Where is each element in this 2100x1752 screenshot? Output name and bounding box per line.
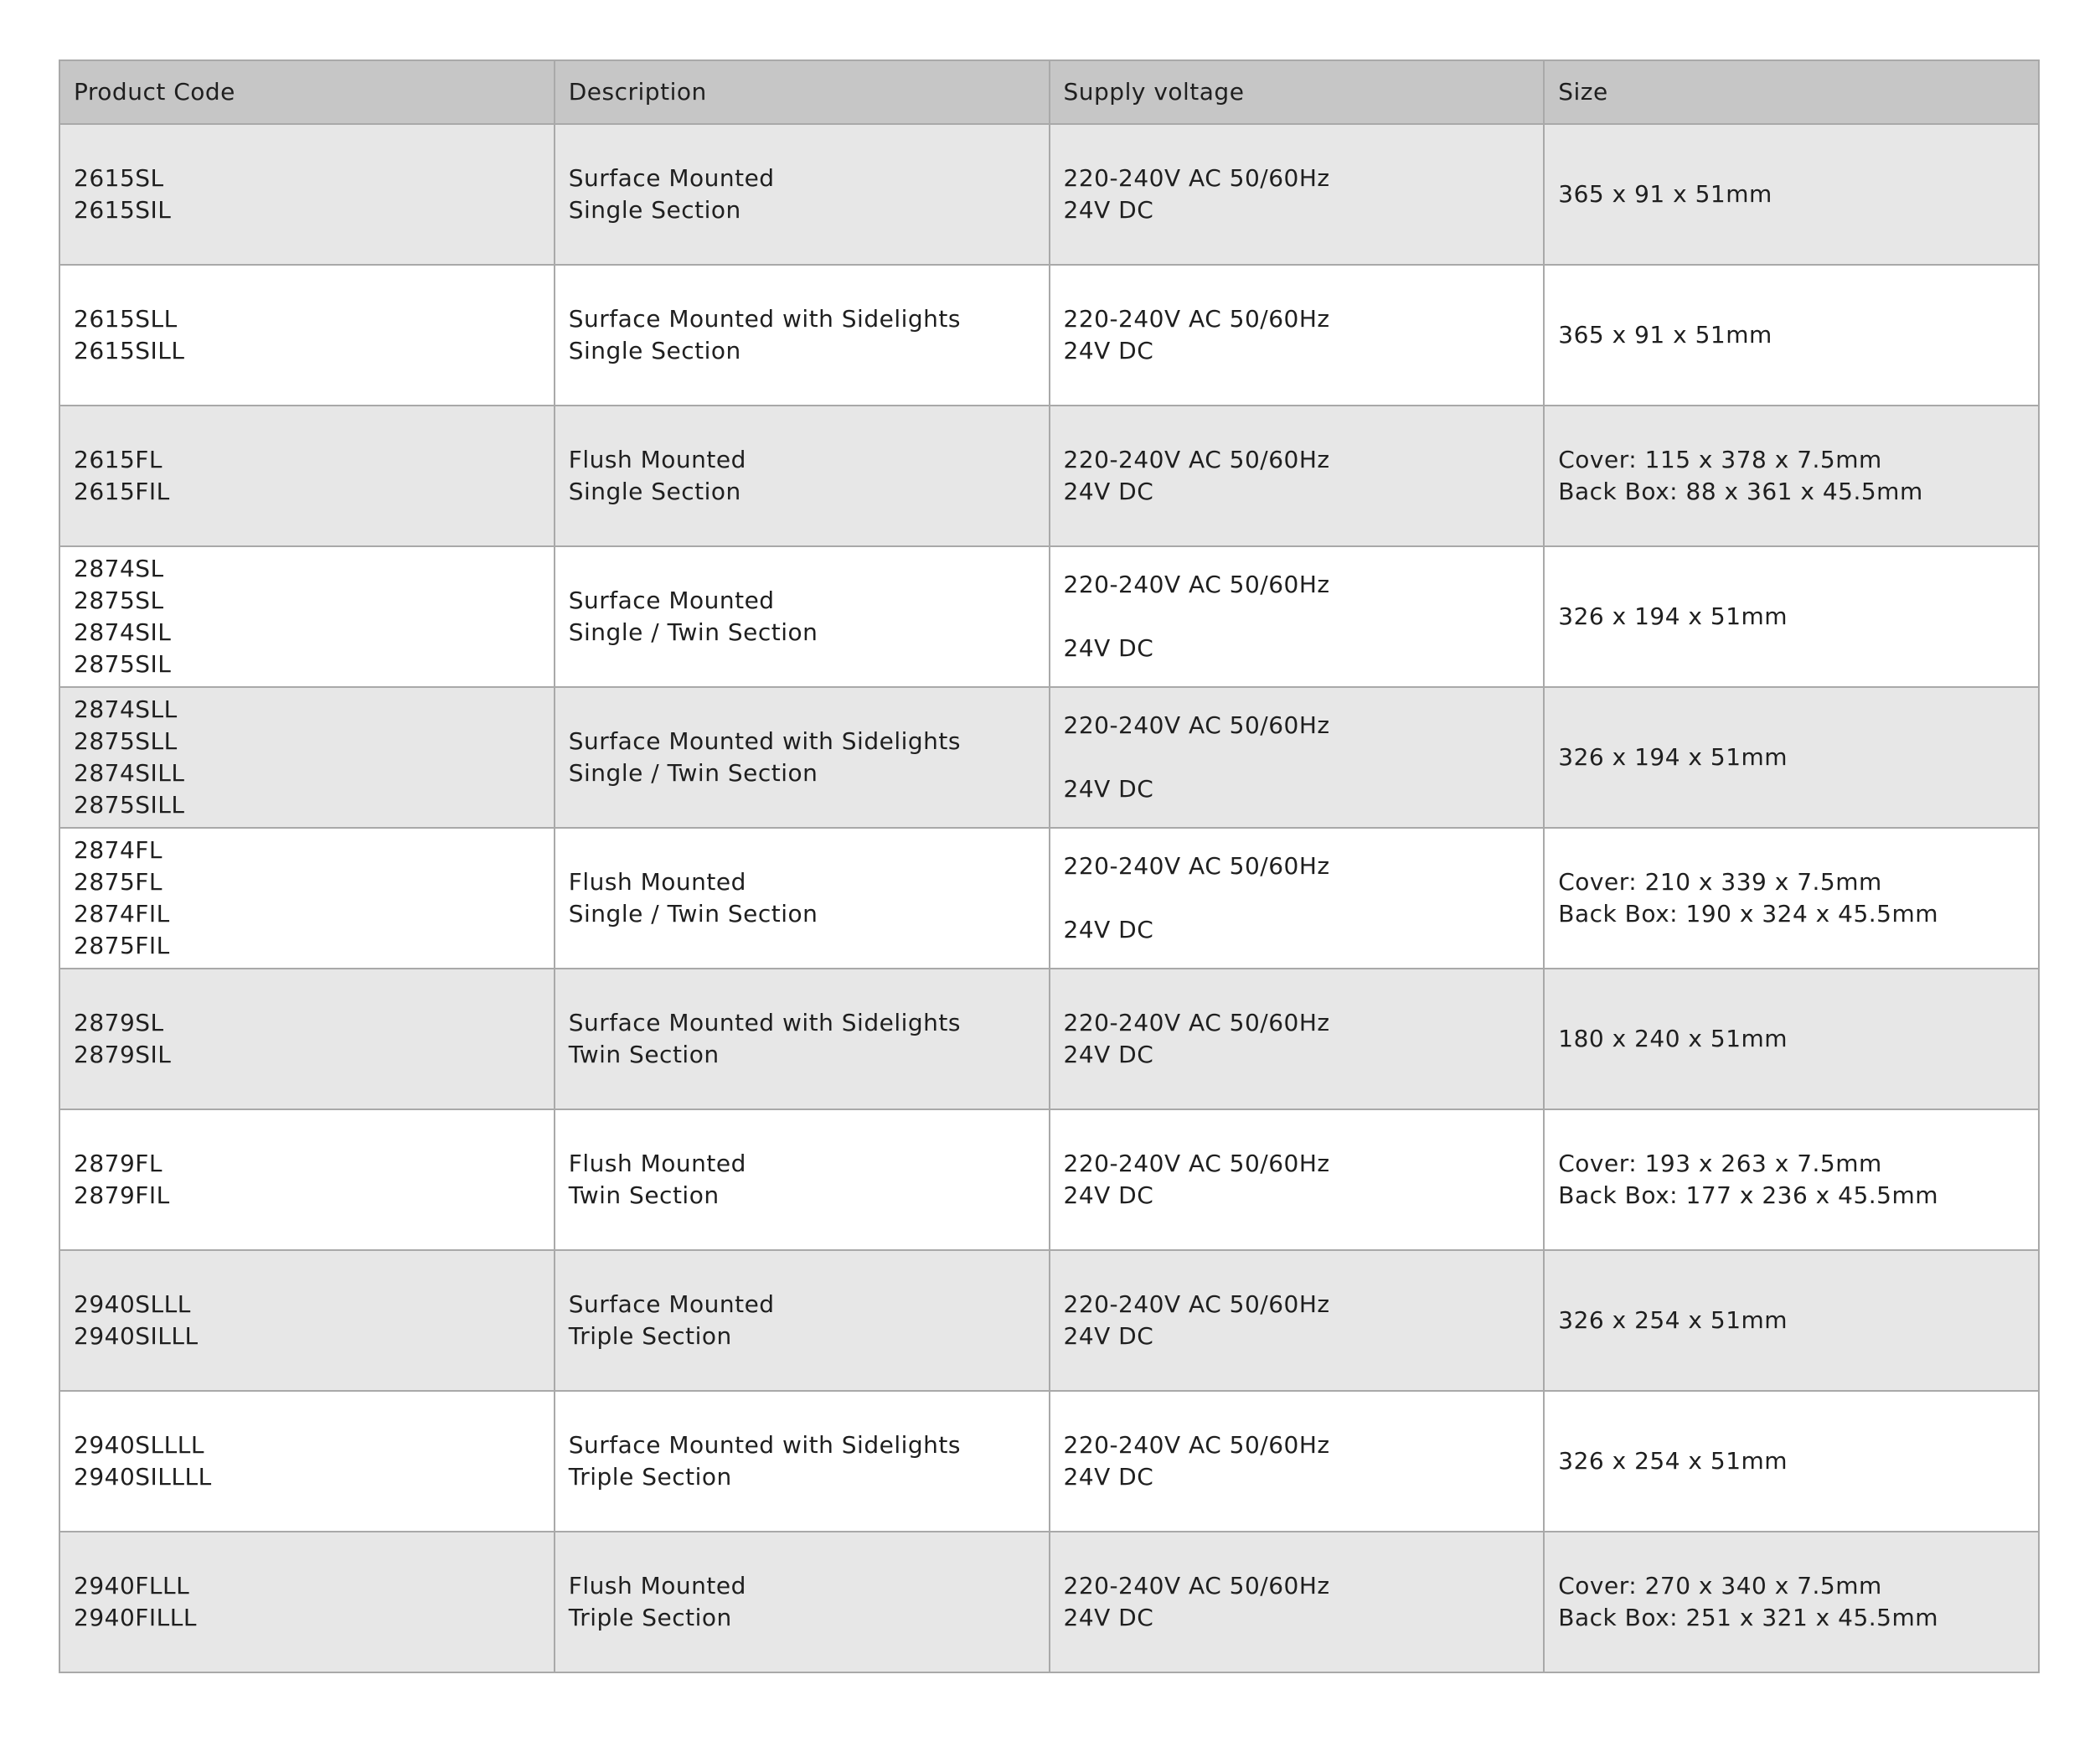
description-cell-line: Single Section	[568, 478, 741, 505]
product-code-cell-line: 2615SIL	[74, 196, 172, 224]
header-supply-voltage: Supply voltage	[1050, 60, 1545, 124]
supply-voltage-cell-line: 24V DC	[1063, 916, 1154, 943]
supply-voltage-cell-line: 24V DC	[1063, 337, 1154, 364]
size-cell-line: Back Box: 190 x 324 x 45.5mm	[1558, 900, 1939, 928]
size-cell-line: Back Box: 251 x 321 x 45.5mm	[1558, 1604, 1939, 1631]
supply-voltage-cell-line: 220-240V AC 50/60Hz	[1063, 1431, 1330, 1459]
product-code-cell-line: 2874FIL	[74, 900, 170, 928]
description-cell	[555, 1532, 1050, 1672]
supply-voltage-cell-line: 24V DC	[1063, 1181, 1154, 1209]
size-cell-line: Back Box: 177 x 236 x 45.5mm	[1558, 1181, 1939, 1209]
supply-voltage-cell	[1050, 1109, 1545, 1250]
table-row	[59, 828, 2039, 969]
description-cell	[555, 265, 1050, 406]
product-code-cell	[59, 1250, 555, 1391]
table-body	[59, 124, 2039, 1672]
header-size: Size	[1544, 60, 2039, 124]
description-cell-line: Triple Section	[568, 1463, 732, 1491]
description-cell-line: Single Section	[568, 196, 741, 224]
size-cell	[1544, 828, 2039, 969]
supply-voltage-cell-line: 220-240V AC 50/60Hz	[1063, 1290, 1330, 1318]
supply-voltage-cell	[1050, 687, 1545, 828]
description-cell-line: Single Section	[568, 337, 741, 364]
description-cell	[555, 1391, 1050, 1532]
description-cell	[555, 1109, 1050, 1250]
table-row	[59, 406, 2039, 546]
line-spacer	[1064, 601, 1530, 633]
supply-voltage-cell-line: 220-240V AC 50/60Hz	[1063, 852, 1330, 880]
supply-voltage-cell-line: 24V DC	[1063, 1463, 1154, 1491]
size-cell-line: Cover: 115 x 378 x 7.5mm	[1558, 446, 1882, 473]
supply-voltage-cell-line: 220-240V AC 50/60Hz	[1063, 711, 1330, 739]
product-code-cell	[59, 969, 555, 1109]
table-row	[59, 124, 2039, 265]
description-cell-line: Single / Twin Section	[568, 900, 818, 928]
product-code-cell-line: 2874SLL	[74, 695, 178, 723]
header-description: Description	[555, 60, 1050, 124]
product-code-cell-line: 2875SL	[74, 587, 164, 614]
size-cell-line: 365 x 91 x 51mm	[1558, 321, 1772, 349]
description-cell-line: Surface Mounted with Sidelights	[568, 305, 961, 333]
supply-voltage-cell-line: 24V DC	[1063, 775, 1154, 803]
description-cell-line: Surface Mounted	[568, 587, 775, 614]
size-cell	[1544, 546, 2039, 687]
product-code-cell	[59, 1109, 555, 1250]
description-cell-line: Triple Section	[568, 1322, 732, 1350]
product-code-cell-line: 2874FL	[74, 836, 163, 864]
product-code-cell	[59, 546, 555, 687]
product-code-cell-line: 2874SILL	[74, 759, 185, 787]
product-code-cell-line: 2940FILLL	[74, 1604, 197, 1631]
size-cell-line: Cover: 193 x 263 x 7.5mm	[1558, 1150, 1882, 1177]
description-cell	[555, 687, 1050, 828]
description-cell-line: Twin Section	[568, 1181, 720, 1209]
product-code-cell-line: 2940SLLL	[74, 1290, 191, 1318]
product-code-cell-line: 2615SILL	[74, 337, 185, 364]
supply-voltage-cell-line: 220-240V AC 50/60Hz	[1063, 1009, 1330, 1036]
product-code-cell-line: 2875SILL	[74, 791, 185, 819]
product-code-cell-line: 2940SILLLL	[74, 1463, 212, 1491]
header-product-code: Product Code	[59, 60, 555, 124]
supply-voltage-cell-line: 24V DC	[1063, 196, 1154, 224]
product-code-cell-line: 2615FIL	[74, 478, 170, 505]
description-cell-line: Surface Mounted with Sidelights	[568, 1009, 961, 1036]
product-code-cell-line: 2875FL	[74, 868, 163, 896]
supply-voltage-cell-line: 24V DC	[1063, 1322, 1154, 1350]
product-code-cell-line: 2875SLL	[74, 727, 178, 755]
table-row	[59, 1391, 2039, 1532]
header-row	[59, 60, 2039, 124]
size-cell-line: Cover: 210 x 339 x 7.5mm	[1558, 868, 1882, 896]
table-row	[59, 546, 2039, 687]
description-cell	[555, 124, 1050, 265]
product-code-cell	[59, 1532, 555, 1672]
product-code-cell-line: 2874SIL	[74, 618, 172, 646]
supply-voltage-cell-line: 24V DC	[1063, 1604, 1154, 1631]
supply-voltage-cell	[1050, 546, 1545, 687]
product-code-cell-line: 2875SIL	[74, 650, 172, 678]
product-code-cell-line: 2879SIL	[74, 1041, 172, 1068]
product-code-cell-line: 2879FL	[74, 1150, 163, 1177]
supply-voltage-cell	[1050, 969, 1545, 1109]
table-row	[59, 1250, 2039, 1391]
product-code-cell-line: 2879FIL	[74, 1181, 170, 1209]
size-cell-line: 326 x 194 x 51mm	[1558, 743, 1788, 771]
description-cell	[555, 406, 1050, 546]
supply-voltage-cell-line: 220-240V AC 50/60Hz	[1063, 446, 1330, 473]
size-cell	[1544, 265, 2039, 406]
supply-voltage-cell-line: 220-240V AC 50/60Hz	[1063, 1150, 1330, 1177]
description-cell-line: Triple Section	[568, 1604, 732, 1631]
description-cell	[555, 1250, 1050, 1391]
supply-voltage-cell	[1050, 1250, 1545, 1391]
description-cell	[555, 969, 1050, 1109]
description-cell-line: Flush Mounted	[568, 446, 746, 473]
size-cell-line: Cover: 270 x 340 x 7.5mm	[1558, 1572, 1882, 1600]
product-code-cell	[59, 124, 555, 265]
supply-voltage-cell-line: 220-240V AC 50/60Hz	[1063, 571, 1330, 598]
description-cell-line: Flush Mounted	[568, 1150, 746, 1177]
description-cell	[555, 828, 1050, 969]
supply-voltage-cell	[1050, 265, 1545, 406]
description-cell-line: Surface Mounted	[568, 1290, 775, 1318]
product-code-cell-line: 2879SL	[74, 1009, 164, 1036]
size-cell	[1544, 1109, 2039, 1250]
product-code-cell	[59, 1391, 555, 1532]
product-code-cell-line: 2874SL	[74, 555, 164, 582]
description-cell-line: Flush Mounted	[568, 868, 746, 896]
product-code-cell-line: 2940FLLL	[74, 1572, 190, 1600]
description-cell-line: Twin Section	[568, 1041, 720, 1068]
table-row	[59, 1532, 2039, 1672]
supply-voltage-cell	[1050, 406, 1545, 546]
supply-voltage-cell	[1050, 1391, 1545, 1532]
supply-voltage-cell	[1050, 828, 1545, 969]
table-row	[59, 1109, 2039, 1250]
supply-voltage-cell	[1050, 124, 1545, 265]
product-code-cell-line: 2940SILLL	[74, 1322, 199, 1350]
description-cell	[555, 546, 1050, 687]
size-cell-line: 365 x 91 x 51mm	[1558, 180, 1772, 208]
size-cell-line: 180 x 240 x 51mm	[1558, 1025, 1788, 1052]
size-cell	[1544, 124, 2039, 265]
product-code-cell-line: 2940SLLLL	[74, 1431, 204, 1459]
table-header	[59, 60, 2039, 124]
product-code-cell-line: 2875FIL	[74, 932, 170, 959]
supply-voltage-cell-line: 220-240V AC 50/60Hz	[1063, 1572, 1330, 1600]
product-code-cell-line: 2615SLL	[74, 305, 178, 333]
size-cell-line: 326 x 254 x 51mm	[1558, 1306, 1788, 1334]
product-code-cell	[59, 828, 555, 969]
description-cell-line: Surface Mounted with Sidelights	[568, 727, 961, 755]
product-code-cell-line: 2615FL	[74, 446, 163, 473]
size-cell	[1544, 1532, 2039, 1672]
supply-voltage-cell-line: 24V DC	[1063, 478, 1154, 505]
table-row	[59, 265, 2039, 406]
description-cell-line: Single / Twin Section	[568, 759, 818, 787]
description-cell-line: Single / Twin Section	[568, 618, 818, 646]
description-cell-line: Surface Mounted with Sidelights	[568, 1431, 961, 1459]
product-code-cell-line: 2615SL	[74, 164, 164, 192]
size-cell	[1544, 406, 2039, 546]
size-cell-line: Back Box: 88 x 361 x 45.5mm	[1558, 478, 1923, 505]
line-spacer	[1064, 882, 1530, 914]
size-cell-line: 326 x 194 x 51mm	[1558, 602, 1788, 630]
description-cell-line: Flush Mounted	[568, 1572, 746, 1600]
supply-voltage-cell	[1050, 1532, 1545, 1672]
size-cell	[1544, 1250, 2039, 1391]
supply-voltage-cell-line: 24V DC	[1063, 634, 1154, 662]
size-cell	[1544, 1391, 2039, 1532]
product-code-cell	[59, 687, 555, 828]
table-row	[59, 687, 2039, 828]
size-cell	[1544, 687, 2039, 828]
supply-voltage-cell-line: 220-240V AC 50/60Hz	[1063, 305, 1330, 333]
product-code-cell	[59, 265, 555, 406]
supply-voltage-cell-line: 24V DC	[1063, 1041, 1154, 1068]
size-cell-line: 326 x 254 x 51mm	[1558, 1447, 1788, 1475]
line-spacer	[1064, 742, 1530, 773]
product-spec-table	[59, 59, 2040, 1673]
description-cell-line: Surface Mounted	[568, 164, 775, 192]
product-code-cell	[59, 406, 555, 546]
size-cell	[1544, 969, 2039, 1109]
table-row	[59, 969, 2039, 1109]
supply-voltage-cell-line: 220-240V AC 50/60Hz	[1063, 164, 1330, 192]
